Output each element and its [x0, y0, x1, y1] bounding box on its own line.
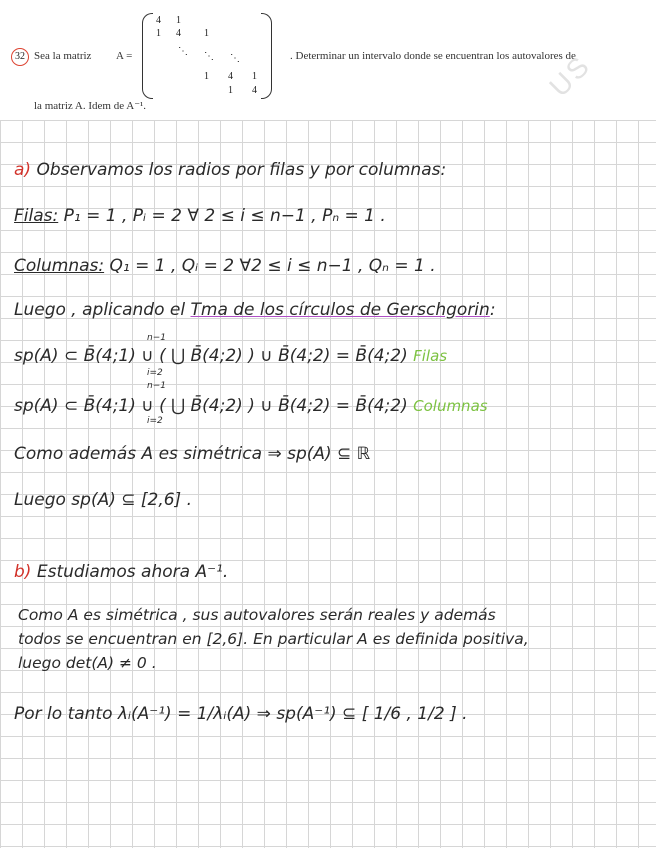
columnas-label: Columnas:	[14, 256, 105, 276]
problem-task: . Determinar un intervalo donde se encuentran los autovalores de	[290, 50, 576, 62]
matrix-entry: 4	[176, 28, 181, 39]
problem-statement	[6, 10, 646, 115]
part-b-text: Estudiamos ahora A⁻¹.	[36, 562, 229, 582]
union-lower-limit: i=2	[147, 416, 163, 426]
spectrum-columnas-line	[14, 396, 488, 416]
filas-label: Filas:	[14, 206, 59, 226]
luego-prefix: Luego , aplicando el	[14, 300, 186, 320]
problem-intro: Sea la matriz	[34, 50, 92, 62]
part-a-intro	[14, 160, 446, 180]
tridiagonal-matrix	[142, 13, 272, 99]
matrix-entry: 1	[176, 15, 181, 26]
matrix-entry: 4	[156, 15, 161, 26]
problem-number: 32	[11, 48, 29, 66]
part-b-line2: todos se encuentran en [2,6]. En particular A es definida positiva,	[18, 630, 529, 648]
symmetric-line: Como además A es simétrica ⇒ sp(A) ⊆ ℝ	[14, 444, 371, 464]
matrix-variable: A =	[116, 50, 133, 62]
matrix-dots: ⋱	[178, 46, 188, 57]
part-a-text: Observamos los radios por filas y por columnas:	[36, 160, 447, 180]
union-upper-limit: n−1	[147, 381, 166, 391]
watermark-logo: US	[543, 48, 597, 103]
matrix-left-paren	[142, 13, 153, 99]
matrix-entry: 1	[204, 71, 209, 82]
part-a-label: a)	[14, 160, 32, 180]
filas-line	[14, 206, 386, 226]
matrix-entry: 1	[252, 71, 257, 82]
part-b-intro	[14, 562, 228, 582]
columnas-radii: Q₁ = 1 , Qᵢ = 2 ∀2 ≤ i ≤ n−1 , Qₙ = 1 .	[109, 256, 436, 276]
gerschgorin-line	[14, 300, 496, 320]
spectrum-columnas: sp(A) ⊂ B̄(4;1) ∪ ( ⋃ B̄(4;2) ) ∪ B̄(4;2) = B̄(4;2)	[14, 396, 408, 416]
matrix-right-paren	[261, 13, 272, 99]
matrix-dots: ⋱	[230, 53, 240, 64]
luego-suffix: :	[489, 300, 496, 320]
matrix-entry: 4	[252, 85, 257, 96]
problem-line2: la matriz A. Idem de A⁻¹.	[34, 100, 147, 112]
part-b-line1: Como A es simétrica , sus autovalores serán reales y además	[18, 606, 496, 624]
columnas-line	[14, 256, 436, 276]
tag-filas: Filas	[413, 347, 448, 365]
matrix-entry: 1	[204, 28, 209, 39]
union-upper-limit: n−1	[147, 333, 166, 343]
matrix-entry: 4	[228, 71, 233, 82]
part-b-label: b)	[14, 562, 32, 582]
matrix-entry: 1	[228, 85, 233, 96]
spectrum-interval: Luego sp(A) ⊆ [2,6] .	[14, 490, 193, 510]
spectrum-filas-line	[14, 346, 447, 366]
part-b-line3: luego det(A) ≠ 0 .	[18, 654, 157, 672]
filas-radii: P₁ = 1 , Pᵢ = 2 ∀ 2 ≤ i ≤ n−1 , Pₙ = 1 .	[63, 206, 386, 226]
matrix-dots: ⋱	[204, 51, 214, 62]
theorem-name: Tma de los círculos de Gerschgorin	[190, 300, 490, 320]
union-lower-limit: i=2	[147, 368, 163, 378]
matrix-entry: 1	[156, 28, 161, 39]
inverse-spectrum: Por lo tanto λᵢ(A⁻¹) = 1/λᵢ(A) ⇒ sp(A⁻¹) ⊆ [ 1/6 , 1/2 ] .	[14, 704, 468, 724]
spectrum-filas: sp(A) ⊂ B̄(4;1) ∪ ( ⋃ B̄(4;2) ) ∪ B̄(4;2) = B̄(4;2)	[14, 346, 408, 366]
tag-columnas: Columnas	[413, 397, 488, 415]
